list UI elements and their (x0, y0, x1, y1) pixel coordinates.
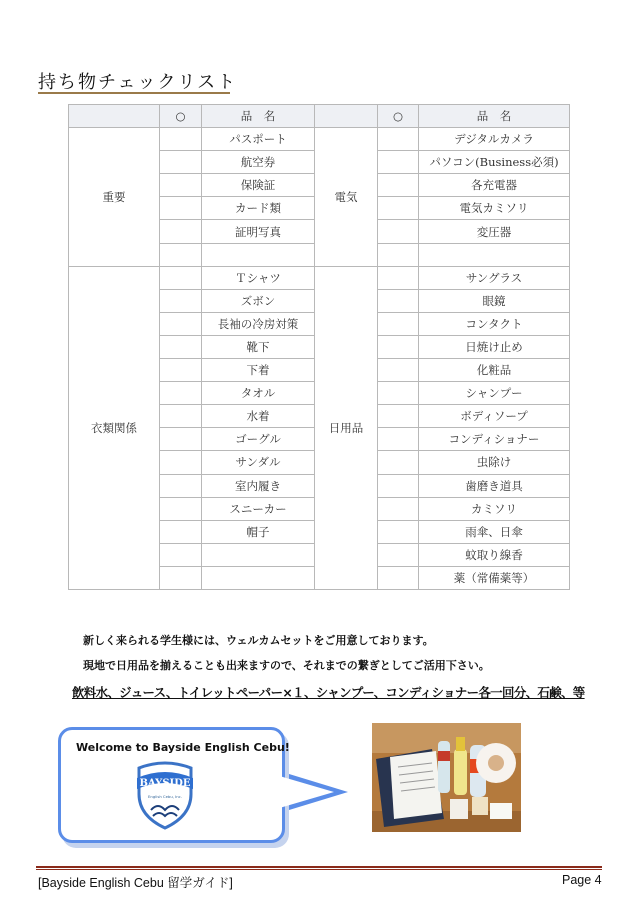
item-cell: カード類 (202, 197, 315, 220)
header-blank (315, 105, 378, 128)
item-cell: タオル (202, 382, 315, 405)
check-box-cell (160, 197, 202, 220)
item-cell: カミソリ (419, 497, 570, 520)
item-cell: スニーカー (202, 497, 315, 520)
category-cell: 重要 (69, 128, 160, 267)
item-cell: 電気カミソリ (419, 197, 570, 220)
item-cell: 下着 (202, 359, 315, 382)
item-cell: 虫除け (419, 451, 570, 474)
item-cell: 長袖の冷房対策 (202, 312, 315, 335)
item-cell: 薬（常備薬等） (419, 566, 570, 589)
table-header-row (69, 105, 570, 128)
check-box-cell (378, 128, 419, 151)
item-cell: ズボン (202, 289, 315, 312)
checklist-table (68, 104, 570, 590)
welcome-set-photo (372, 723, 521, 832)
check-box-cell (378, 312, 419, 335)
item-cell: 帽子 (202, 520, 315, 543)
check-box-cell (378, 266, 419, 289)
check-box-cell (160, 151, 202, 174)
item-cell: 水着 (202, 405, 315, 428)
check-box-cell (160, 405, 202, 428)
check-box-cell (378, 428, 419, 451)
item-cell: デジタルカメラ (419, 128, 570, 151)
check-box-cell (378, 474, 419, 497)
check-box-cell (378, 497, 419, 520)
check-box-cell (160, 359, 202, 382)
table-row (69, 266, 570, 289)
check-box-cell (378, 151, 419, 174)
item-cell (202, 243, 315, 266)
check-box-cell (378, 174, 419, 197)
check-box-cell (378, 289, 419, 312)
welcome-notes (83, 632, 490, 682)
check-box-cell (160, 128, 202, 151)
check-box-cell (378, 543, 419, 566)
item-cell: 各充電器 (419, 174, 570, 197)
item-cell: 眼鏡 (419, 289, 570, 312)
check-box-cell (378, 405, 419, 428)
shield-logo-icon (133, 760, 197, 830)
header-blank (69, 105, 160, 128)
check-box-cell (160, 497, 202, 520)
check-box-cell (160, 428, 202, 451)
category-cell: 衣類関係 (69, 266, 160, 589)
speech-bubble-tail-inner (276, 775, 334, 809)
table-row (69, 128, 570, 151)
item-cell: ボディソープ (419, 405, 570, 428)
item-cell (202, 543, 315, 566)
check-box-cell (160, 566, 202, 589)
check-box-cell (378, 566, 419, 589)
header-check-right: ○ (378, 105, 419, 128)
header-item-right: 品 名 (419, 105, 570, 128)
header-check-left: ○ (160, 105, 202, 128)
title-underline (38, 92, 230, 94)
check-box-cell (160, 543, 202, 566)
item-cell: パスポート (202, 128, 315, 151)
item-cell: Ｔシャツ (202, 266, 315, 289)
footer-rule (36, 869, 602, 870)
check-box-cell (160, 266, 202, 289)
item-cell: ゴーグル (202, 428, 315, 451)
item-cell: コンディショナー (419, 428, 570, 451)
check-box-cell (378, 197, 419, 220)
check-box-cell (160, 474, 202, 497)
item-cell: コンタクト (419, 312, 570, 335)
check-box-cell (378, 243, 419, 266)
item-cell: 証明写真 (202, 220, 315, 243)
note-line: 新しく来られる学生様には、ウェルカムセットをご用意しております。 (83, 634, 434, 647)
item-cell: 靴下 (202, 335, 315, 358)
item-cell: 化粧品 (419, 359, 570, 382)
check-box-cell (378, 220, 419, 243)
page-title: 持ち物チェックリスト (38, 72, 238, 93)
page-number: Page 4 (562, 873, 602, 887)
footer-rule (36, 866, 602, 868)
item-cell (419, 243, 570, 266)
check-box-cell (160, 220, 202, 243)
item-cell: 保険証 (202, 174, 315, 197)
category-cell: 電気 (315, 128, 378, 267)
check-box-cell (160, 312, 202, 335)
check-box-cell (378, 335, 419, 358)
item-cell: 蚊取り線香 (419, 543, 570, 566)
check-box-cell (378, 382, 419, 405)
welcome-text: Welcome to Bayside English Cebu! (76, 741, 290, 754)
item-cell: シャンプー (419, 382, 570, 405)
check-box-cell (160, 520, 202, 543)
item-cell: 室内履き (202, 474, 315, 497)
item-cell: 変圧器 (419, 220, 570, 243)
item-cell: 航空券 (202, 151, 315, 174)
check-box-cell (160, 451, 202, 474)
item-cell: 歯磨き道具 (419, 474, 570, 497)
header-item-left: 品 名 (202, 105, 315, 128)
check-box-cell (160, 382, 202, 405)
item-cell: 日焼け止め (419, 335, 570, 358)
category-cell: 日用品 (315, 266, 378, 589)
logo-brand: BAYSIDE (139, 778, 191, 789)
check-box-cell (378, 520, 419, 543)
item-cell: サングラス (419, 266, 570, 289)
check-box-cell (160, 243, 202, 266)
footer-title: [Bayside English Cebu 留学ガイド] (38, 876, 233, 890)
check-box-cell (378, 451, 419, 474)
note-line: 現地で日用品を揃えることも出来ますので、それまでの繋ぎとしてご活用下さい。 (83, 659, 490, 672)
item-cell: 雨傘、日傘 (419, 520, 570, 543)
welcome-set-contents: 飲料水、ジュース、トイレットペーパー×１、シャンプー、コンディショナー各一回分、石鹸、等 (72, 685, 585, 700)
item-cell (202, 566, 315, 589)
item-cell: サンダル (202, 451, 315, 474)
item-cell: パソコン(Business必須) (419, 151, 570, 174)
check-box-cell (160, 289, 202, 312)
check-box-cell (378, 359, 419, 382)
check-box-cell (160, 174, 202, 197)
logo-subtext: English Cebu, Inc. (148, 794, 182, 799)
check-box-cell (160, 335, 202, 358)
